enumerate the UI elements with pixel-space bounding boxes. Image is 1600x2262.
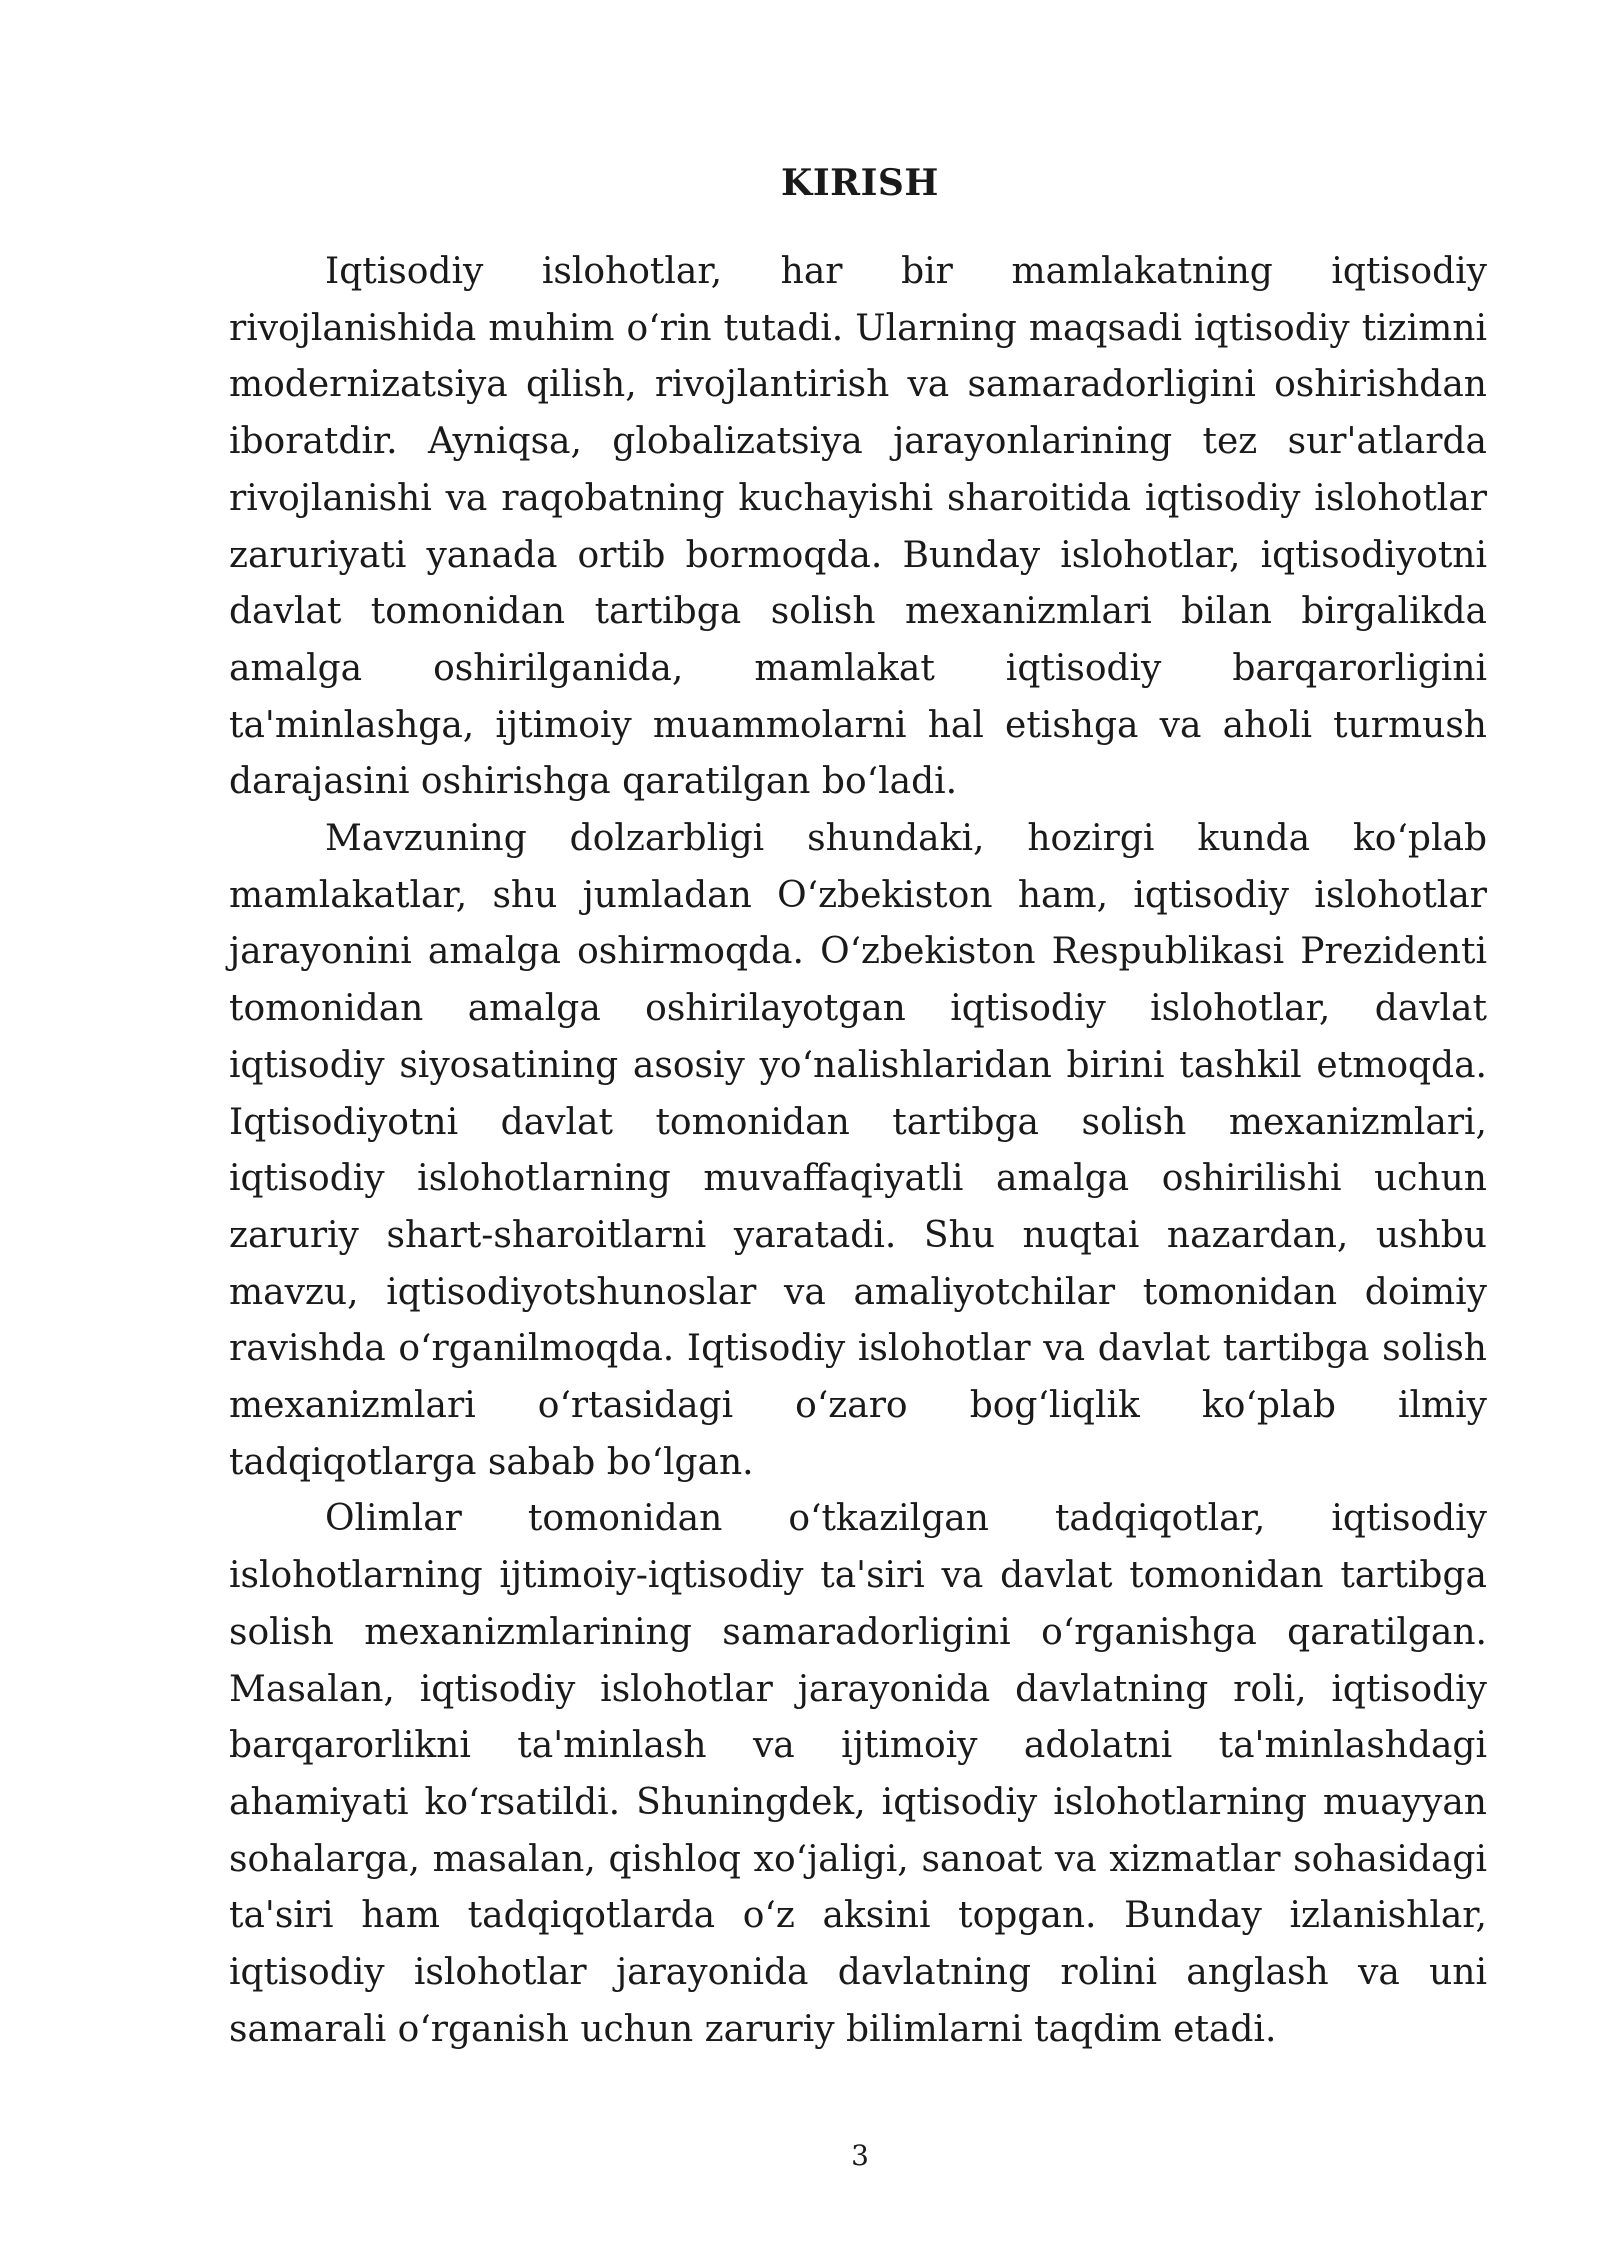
body-text: [229, 244, 1487, 2059]
paragraph-2: Mavzuning dolzarbligi shundaki, hozirgi kunda koʻplab mamlakatlar, shu jumladan Oʻzbekiston ham, iqtisodiy islohotlar jarayonini amalga oshirmoqda. Oʻzbekiston Respublikasi Prezidenti tomonidan amalga oshirilayotgan iqtisodiy islohotlar, davlat iqtisodiy siyosatining asosiy yoʻnalishlaridan birini tashkil etmoqda. Iqtisodiyotni davlat tomonidan tartibga solish mexanizmlari, iqtisodiy islohotlarning muvaffaqiyatli amalga oshirilishi uchun zaruriy shart-sharoitlarni yaratadi. Shu nuqtai nazardan, ushbu mavzu, iqtisodiyotshunoslar va amaliyotchilar tomonidan doimiy ravishda oʻrganilmoqda. Iqtisodiy islohotlar va davlat tartibga solish mexanizmlari oʻrtasidagi oʻzaro bogʻliqlik koʻplab ilmiy tadqiqotlarga sabab boʻlgan.: [229, 818, 1487, 1483]
page-title: KIRISH: [781, 162, 939, 204]
paragraph-3: Olimlar tomonidan oʻtkazilgan tadqiqotlar, iqtisodiy islohotlarning ijtimoiy-iqtisodiy ta'siri va davlat tomonidan tartibga solish mexanizmlarining samaradorligini oʻrganishga qaratilgan. Masalan, iqtisodiy islohotlar jarayonida davlatning roli, iqtisodiy barqarorlikni ta'minlash va ijtimoiy adolatni ta'minlashdagi ahamiyati koʻrsatildi. Shuningdek, iqtisodiy islohotlarning muayyan sohalarga, masalan, qishloq xoʻjaligi, sanoat va xizmatlar sohasidagi ta'siri ham tadqiqotlarda oʻz aksini topgan. Bunday izlanishlar, iqtisodiy islohotlar jarayonida davlatning rolini anglash va uni samarali oʻrganish uchun zaruriy bilimlarni taqdim etadi.: [229, 1498, 1487, 2050]
page-number: 3: [851, 2139, 869, 2172]
paragraph-1: Iqtisodiy islohotlar, har bir mamlakatning iqtisodiy rivojlanishida muhim oʻrin tutadi. Ularning maqsadi iqtisodiy tizimni modernizatsiya qilish, rivojlantirish va samaradorligini oshirishdan iboratdir. Ayniqsa, globalizatsiya jarayonlarining tez sur'atlarda rivojlanishi va raqobatning kuchayishi sharoitida iqtisodiy islohotlar zaruriyati yanada ortib bormoqda. Bunday islohotlar, iqtisodiyotni davlat tomonidan tartibga solish mexanizmlari bilan birgalikda amalga oshirilganida, mamlakat iqtisodiy barqarorligini ta'minlashga, ijtimoiy muammolarni hal etishga va aholi turmush darajasini oshirishga qaratilgan boʻladi.: [229, 251, 1487, 803]
